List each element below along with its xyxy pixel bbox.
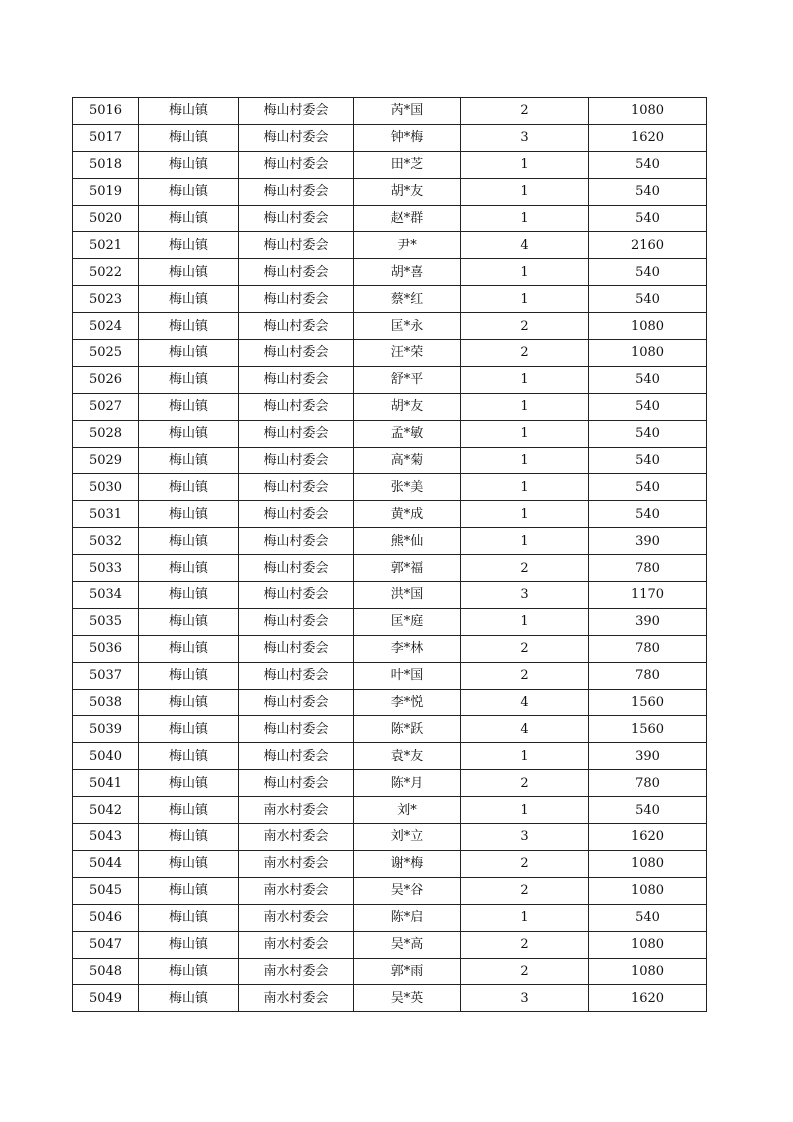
amount-cell: 1560 [589,689,707,716]
village-committee-cell: 梅山村委会 [239,98,354,125]
town-cell: 梅山镇 [139,232,239,259]
town-cell: 梅山镇 [139,124,239,151]
amount-cell: 1620 [589,824,707,851]
household-count-cell: 1 [461,151,589,178]
household-count-cell: 1 [461,393,589,420]
person-name-cell: 尹* [354,232,461,259]
table-row [73,124,707,151]
table-row [73,824,707,851]
amount-cell: 540 [589,205,707,232]
amount-cell: 1080 [589,313,707,340]
table-row [73,98,707,125]
town-cell: 梅山镇 [139,716,239,743]
village-committee-cell: 梅山村委会 [239,313,354,340]
table-row [73,716,707,743]
table-row [73,313,707,340]
town-cell: 梅山镇 [139,904,239,931]
amount-cell: 390 [589,608,707,635]
table-row [73,366,707,393]
amount-cell: 1080 [589,340,707,367]
household-count-cell: 2 [461,555,589,582]
table-body [73,98,707,1012]
village-committee-cell: 梅山村委会 [239,770,354,797]
town-cell: 梅山镇 [139,958,239,985]
row-number-cell: 5016 [73,98,139,125]
household-count-cell: 1 [461,474,589,501]
row-number-cell: 5037 [73,662,139,689]
amount-cell: 540 [589,151,707,178]
village-committee-cell: 南水村委会 [239,824,354,851]
person-name-cell: 胡*友 [354,178,461,205]
town-cell: 梅山镇 [139,259,239,286]
table-row [73,662,707,689]
table-row [73,770,707,797]
amount-cell: 540 [589,366,707,393]
village-committee-cell: 梅山村委会 [239,689,354,716]
town-cell: 梅山镇 [139,797,239,824]
village-committee-cell: 南水村委会 [239,958,354,985]
village-committee-cell: 梅山村委会 [239,205,354,232]
household-count-cell: 3 [461,124,589,151]
town-cell: 梅山镇 [139,931,239,958]
village-committee-cell: 梅山村委会 [239,232,354,259]
village-committee-cell: 梅山村委会 [239,608,354,635]
household-count-cell: 1 [461,797,589,824]
person-name-cell: 汪*荣 [354,340,461,367]
household-count-cell: 2 [461,958,589,985]
row-number-cell: 5043 [73,824,139,851]
town-cell: 梅山镇 [139,824,239,851]
household-count-cell: 1 [461,447,589,474]
amount-cell: 1080 [589,958,707,985]
row-number-cell: 5042 [73,797,139,824]
household-count-cell: 1 [461,286,589,313]
person-name-cell: 赵*群 [354,205,461,232]
person-name-cell: 李*林 [354,635,461,662]
household-count-cell: 2 [461,635,589,662]
person-name-cell: 匡*庭 [354,608,461,635]
person-name-cell: 钟*梅 [354,124,461,151]
village-committee-cell: 梅山村委会 [239,286,354,313]
amount-cell: 540 [589,904,707,931]
town-cell: 梅山镇 [139,393,239,420]
row-number-cell: 5045 [73,877,139,904]
row-number-cell: 5018 [73,151,139,178]
household-count-cell: 1 [461,205,589,232]
row-number-cell: 5035 [73,608,139,635]
amount-cell: 540 [589,447,707,474]
town-cell: 梅山镇 [139,985,239,1012]
village-committee-cell: 梅山村委会 [239,501,354,528]
household-count-cell: 1 [461,259,589,286]
village-committee-cell: 梅山村委会 [239,528,354,555]
person-name-cell: 熊*仙 [354,528,461,555]
town-cell: 梅山镇 [139,178,239,205]
row-number-cell: 5040 [73,743,139,770]
row-number-cell: 5026 [73,366,139,393]
town-cell: 梅山镇 [139,608,239,635]
person-name-cell: 李*悦 [354,689,461,716]
row-number-cell: 5020 [73,205,139,232]
person-name-cell: 吴*英 [354,985,461,1012]
village-committee-cell: 南水村委会 [239,850,354,877]
amount-cell: 540 [589,420,707,447]
amount-cell: 1560 [589,716,707,743]
village-committee-cell: 梅山村委会 [239,340,354,367]
village-committee-cell: 梅山村委会 [239,474,354,501]
amount-cell: 1080 [589,98,707,125]
town-cell: 梅山镇 [139,313,239,340]
household-count-cell: 4 [461,232,589,259]
person-name-cell: 匡*永 [354,313,461,340]
table-row [73,286,707,313]
row-number-cell: 5029 [73,447,139,474]
amount-cell: 1170 [589,582,707,609]
amount-cell: 780 [589,770,707,797]
household-count-cell: 1 [461,743,589,770]
table-row [73,393,707,420]
town-cell: 梅山镇 [139,689,239,716]
amount-cell: 540 [589,501,707,528]
village-committee-cell: 梅山村委会 [239,716,354,743]
row-number-cell: 5038 [73,689,139,716]
amount-cell: 780 [589,555,707,582]
table-row [73,151,707,178]
village-committee-cell: 梅山村委会 [239,555,354,582]
household-count-cell: 2 [461,770,589,797]
household-count-cell: 3 [461,824,589,851]
table-row [73,474,707,501]
town-cell: 梅山镇 [139,501,239,528]
row-number-cell: 5030 [73,474,139,501]
town-cell: 梅山镇 [139,850,239,877]
person-name-cell: 郭*雨 [354,958,461,985]
amount-cell: 540 [589,797,707,824]
person-name-cell: 吴*谷 [354,877,461,904]
table-row [73,608,707,635]
person-name-cell: 黄*成 [354,501,461,528]
row-number-cell: 5031 [73,501,139,528]
household-count-cell: 1 [461,420,589,447]
person-name-cell: 高*菊 [354,447,461,474]
town-cell: 梅山镇 [139,770,239,797]
village-committee-cell: 梅山村委会 [239,582,354,609]
town-cell: 梅山镇 [139,366,239,393]
household-count-cell: 1 [461,608,589,635]
village-committee-cell: 南水村委会 [239,931,354,958]
town-cell: 梅山镇 [139,877,239,904]
amount-cell: 540 [589,286,707,313]
amount-cell: 2160 [589,232,707,259]
village-committee-cell: 南水村委会 [239,797,354,824]
table-row [73,340,707,367]
row-number-cell: 5023 [73,286,139,313]
amount-cell: 390 [589,528,707,555]
amount-cell: 780 [589,635,707,662]
table-row [73,178,707,205]
person-name-cell: 吴*高 [354,931,461,958]
table-row [73,743,707,770]
town-cell: 梅山镇 [139,98,239,125]
row-number-cell: 5032 [73,528,139,555]
amount-cell: 1080 [589,931,707,958]
row-number-cell: 5049 [73,985,139,1012]
household-count-cell: 2 [461,98,589,125]
table-row [73,232,707,259]
row-number-cell: 5046 [73,904,139,931]
row-number-cell: 5017 [73,124,139,151]
village-committee-cell: 梅山村委会 [239,662,354,689]
town-cell: 梅山镇 [139,555,239,582]
person-name-cell: 芮*国 [354,98,461,125]
household-count-cell: 1 [461,178,589,205]
household-count-cell: 1 [461,501,589,528]
amount-cell: 1080 [589,877,707,904]
amount-cell: 1080 [589,850,707,877]
person-name-cell: 蔡*红 [354,286,461,313]
town-cell: 梅山镇 [139,528,239,555]
town-cell: 梅山镇 [139,635,239,662]
person-name-cell: 舒*平 [354,366,461,393]
table-row [73,582,707,609]
town-cell: 梅山镇 [139,286,239,313]
table-row [73,689,707,716]
table-row [73,958,707,985]
village-committee-cell: 南水村委会 [239,904,354,931]
row-number-cell: 5028 [73,420,139,447]
amount-cell: 1620 [589,124,707,151]
household-count-cell: 1 [461,904,589,931]
town-cell: 梅山镇 [139,447,239,474]
village-committee-cell: 梅山村委会 [239,366,354,393]
data-table [72,97,707,1012]
row-number-cell: 5041 [73,770,139,797]
person-name-cell: 洪*国 [354,582,461,609]
row-number-cell: 5036 [73,635,139,662]
village-committee-cell: 梅山村委会 [239,151,354,178]
amount-cell: 540 [589,474,707,501]
amount-cell: 780 [589,662,707,689]
household-count-cell: 3 [461,582,589,609]
table-row [73,635,707,662]
household-count-cell: 2 [461,662,589,689]
village-committee-cell: 梅山村委会 [239,420,354,447]
table-row [73,850,707,877]
village-committee-cell: 梅山村委会 [239,393,354,420]
row-number-cell: 5047 [73,931,139,958]
table-row [73,555,707,582]
household-count-cell: 3 [461,985,589,1012]
village-committee-cell: 梅山村委会 [239,124,354,151]
table-row [73,420,707,447]
household-count-cell: 2 [461,313,589,340]
person-name-cell: 胡*友 [354,393,461,420]
town-cell: 梅山镇 [139,420,239,447]
table-row [73,501,707,528]
person-name-cell: 孟*敏 [354,420,461,447]
amount-cell: 540 [589,259,707,286]
town-cell: 梅山镇 [139,474,239,501]
person-name-cell: 陈*跃 [354,716,461,743]
table-row [73,931,707,958]
household-count-cell: 2 [461,850,589,877]
table-row [73,259,707,286]
village-committee-cell: 梅山村委会 [239,178,354,205]
person-name-cell: 陈*月 [354,770,461,797]
person-name-cell: 叶*国 [354,662,461,689]
town-cell: 梅山镇 [139,205,239,232]
person-name-cell: 谢*梅 [354,850,461,877]
row-number-cell: 5025 [73,340,139,367]
village-committee-cell: 南水村委会 [239,985,354,1012]
table-row [73,447,707,474]
household-count-cell: 4 [461,716,589,743]
row-number-cell: 5024 [73,313,139,340]
amount-cell: 390 [589,743,707,770]
household-count-cell: 2 [461,931,589,958]
row-number-cell: 5022 [73,259,139,286]
person-name-cell: 刘* [354,797,461,824]
household-count-cell: 4 [461,689,589,716]
row-number-cell: 5033 [73,555,139,582]
table-row [73,904,707,931]
row-number-cell: 5019 [73,178,139,205]
village-committee-cell: 梅山村委会 [239,259,354,286]
table-row [73,528,707,555]
village-committee-cell: 南水村委会 [239,877,354,904]
row-number-cell: 5039 [73,716,139,743]
person-name-cell: 胡*喜 [354,259,461,286]
row-number-cell: 5021 [73,232,139,259]
person-name-cell: 张*美 [354,474,461,501]
household-count-cell: 1 [461,366,589,393]
person-name-cell: 陈*启 [354,904,461,931]
person-name-cell: 田*芝 [354,151,461,178]
amount-cell: 540 [589,178,707,205]
household-count-cell: 1 [461,528,589,555]
person-name-cell: 袁*友 [354,743,461,770]
village-committee-cell: 梅山村委会 [239,447,354,474]
table-row [73,205,707,232]
person-name-cell: 郭*福 [354,555,461,582]
amount-cell: 540 [589,393,707,420]
person-name-cell: 刘*立 [354,824,461,851]
amount-cell: 1620 [589,985,707,1012]
village-committee-cell: 梅山村委会 [239,635,354,662]
town-cell: 梅山镇 [139,340,239,367]
town-cell: 梅山镇 [139,582,239,609]
row-number-cell: 5048 [73,958,139,985]
town-cell: 梅山镇 [139,743,239,770]
household-count-cell: 2 [461,877,589,904]
table-row [73,985,707,1012]
household-count-cell: 2 [461,340,589,367]
row-number-cell: 5027 [73,393,139,420]
row-number-cell: 5044 [73,850,139,877]
town-cell: 梅山镇 [139,662,239,689]
table-row [73,877,707,904]
row-number-cell: 5034 [73,582,139,609]
table-row [73,797,707,824]
village-committee-cell: 梅山村委会 [239,743,354,770]
town-cell: 梅山镇 [139,151,239,178]
